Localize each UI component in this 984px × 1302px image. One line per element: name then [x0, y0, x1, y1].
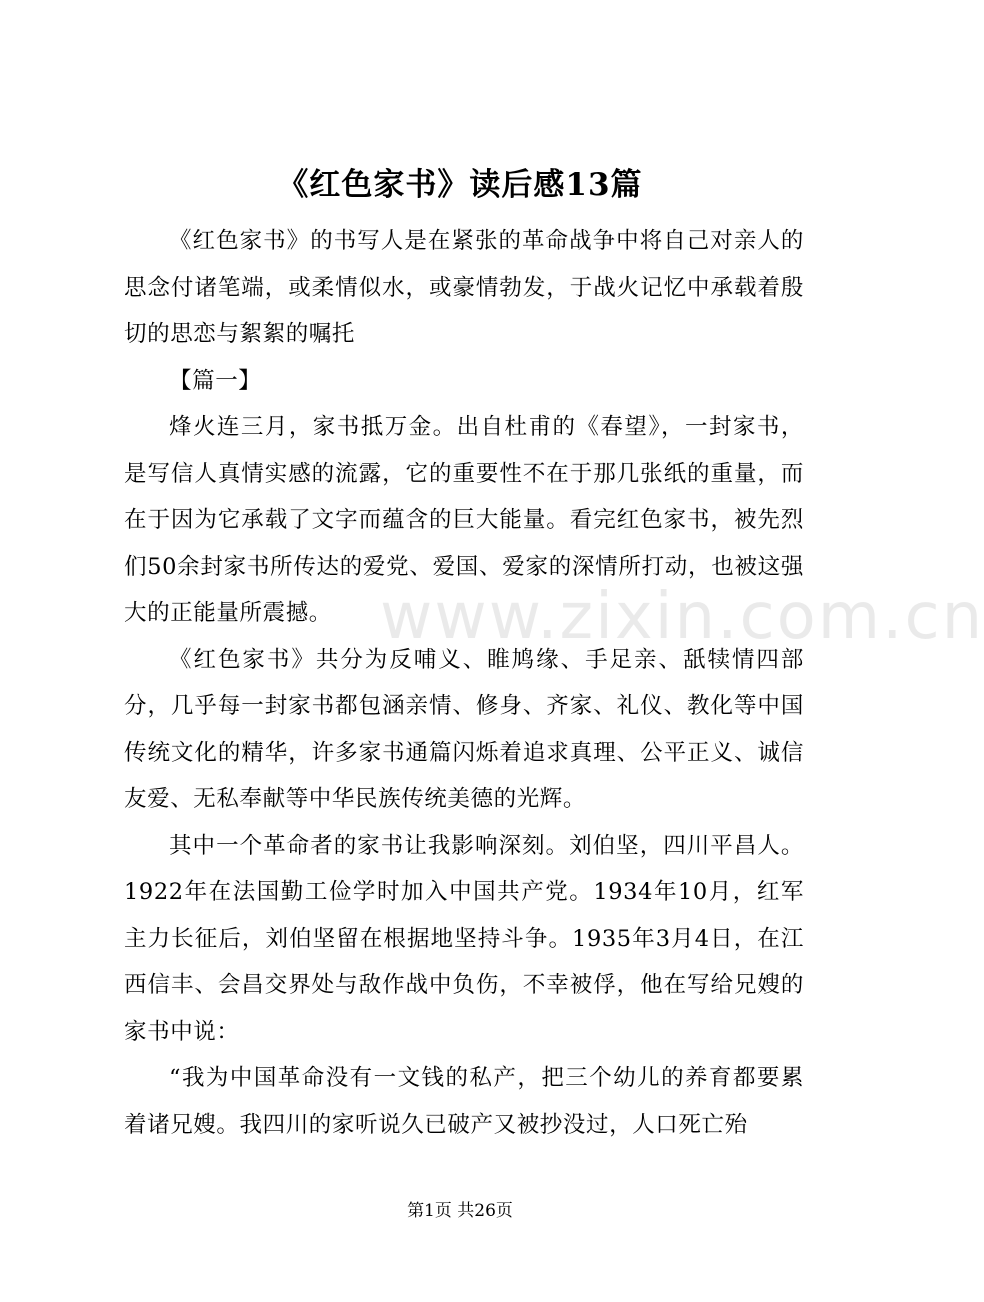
- body-paragraph: 其中一个革命者的家书让我影响深刻。刘伯坚，四川平昌人。1922年在法国勤工俭学时加入中国共产党。1934年10月，红军主力长征后，刘伯坚留在根据地坚持斗争。1935年3月4日，在江西信丰、会昌交界处与敌作战中负伤，不幸被俘，他在写给兄嫂的家书中说：: [124, 832, 804, 1045]
- body-paragraph: “我为中国革命没有一文钱的私产，把三个幼儿的养育都要累着诸兄嫂。我四川的家听说久已破产又被抄没过，人口死亡殆: [124, 1065, 804, 1138]
- document-body: [124, 218, 804, 1148]
- body-paragraph: 烽火连三月，家书抵万金。出自杜甫的《春望》，一封家书，是写信人真情实感的流露，它的重要性不在于那几张纸的重量，而在于因为它承载了文字而蕴含的巨大能量。看完红色家书，被先烈们50余封家书所传达的爱党、爱国、爱家的深情所打动，也被这强大的正能量所震撼。: [124, 414, 804, 626]
- page-footer: 第1页 共26页: [407, 1201, 513, 1221]
- document-title: 《红色家书》读后感13篇: [277, 167, 643, 203]
- watermark: www.zixin.com.cn: [380, 580, 984, 654]
- intro-paragraph: 《红色家书》的书写人是在紧张的革命战争中将自己对亲人的思念付诸笔端，或柔情似水，或豪情勃发，于战火记忆中承载着殷切的思恋与絮絮的嘱托: [124, 228, 804, 347]
- section-heading: 【篇一】: [169, 367, 262, 394]
- body-paragraph: 《红色家书》共分为反哺义、睢鸠缘、手足亲、舐犊情四部分，几乎每一封家书都包涵亲情、修身、齐家、礼仪、教化等中国传统文化的精华，许多家书通篇闪烁着追求真理、公平正义、诚信友爱、无私奉献等中华民族传统美德的光辉。: [124, 646, 804, 812]
